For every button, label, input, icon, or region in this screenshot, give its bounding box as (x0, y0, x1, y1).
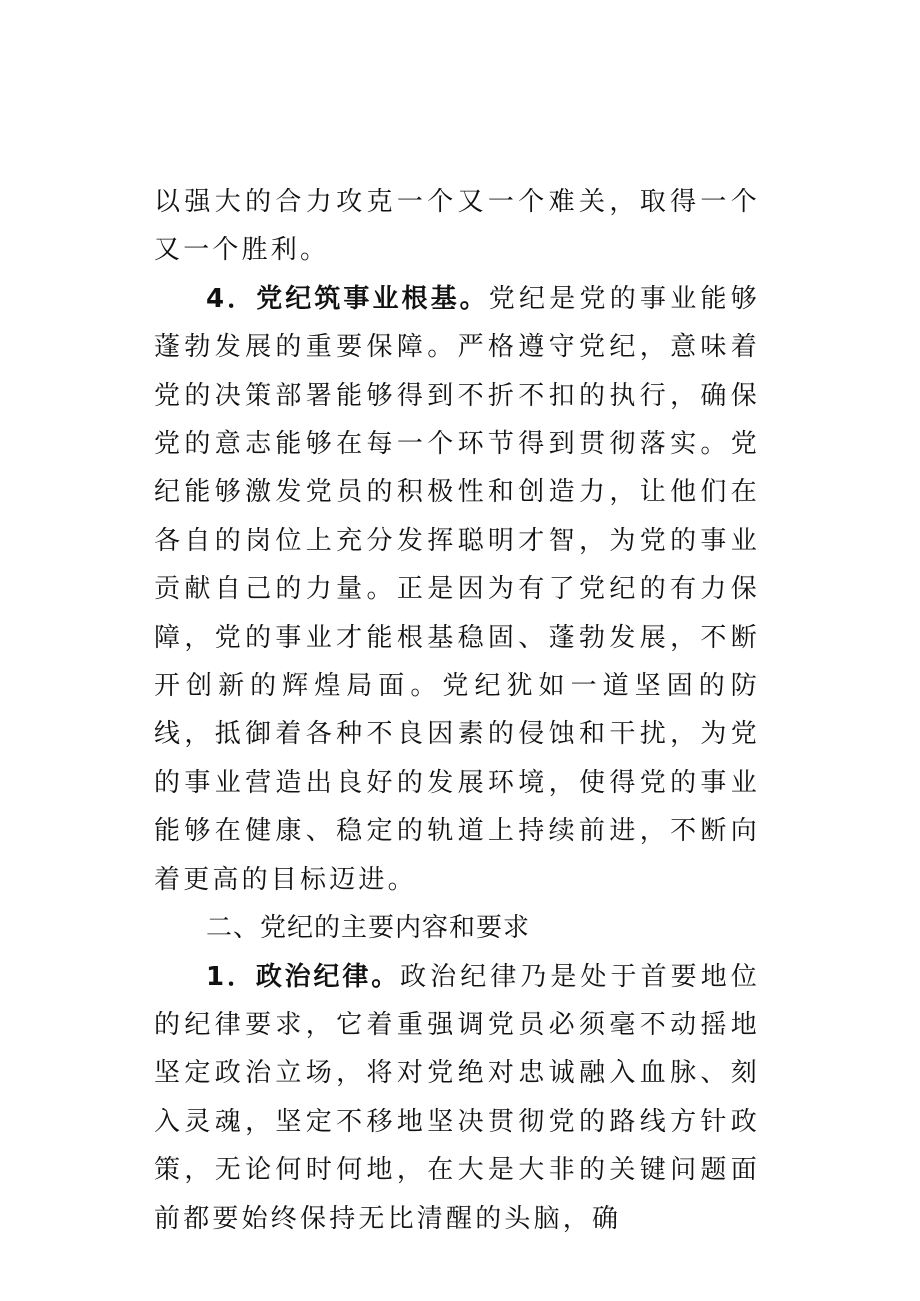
paragraph-continuation: 以强大的合力攻克一个又一个难关，取得一个又一个胜利。 (154, 187, 760, 266)
political-discipline-body: 政治纪律乃是处于首要地位的纪律要求，它着重强调党员必须毫不动摇地坚定政治立场，将对党绝对忠诚融入血脉、刻入灵魂，坚定不移地坚决贯彻党的路线方针政策，无论何时何地，在大是大非的关键问题面前都要始终保持无比清醒的头脑，确 (154, 961, 760, 1234)
point-4-body: 党纪是党的事业能够蓬勃发展的重要保障。严格遵守党纪，意味着党的决策部署能够得到不折不扣的执行，确保党的意志能够在每一个环节得到贯彻落实。党纪能够激发党员的积极性和创造力，让他们在各自的岗位上充分发挥聪明才智，为党的事业贡献自己的力量。正是因为有了党纪的有力保障，党的事业才能根基稳固、蓬勃发展，不断开创新的辉煌局面。党纪犹如一道坚固的防线，抵御着各种不良因素的侵蚀和干扰，为党的事业营造出良好的发展环境，使得党的事业能够在健康、稳定的轨道上持续前进，不断向着更高的目标迈进。 (154, 283, 760, 895)
paragraph-point-4 (154, 275, 760, 904)
section-heading: 二、党纪的主要内容和要求 (206, 913, 531, 944)
paragraph-political-discipline (154, 953, 760, 1243)
document-body (154, 178, 760, 1243)
point-4-lead: 4．党纪筑事业根基。 (206, 283, 489, 314)
political-discipline-lead: 1．政治纪律。 (206, 961, 401, 992)
